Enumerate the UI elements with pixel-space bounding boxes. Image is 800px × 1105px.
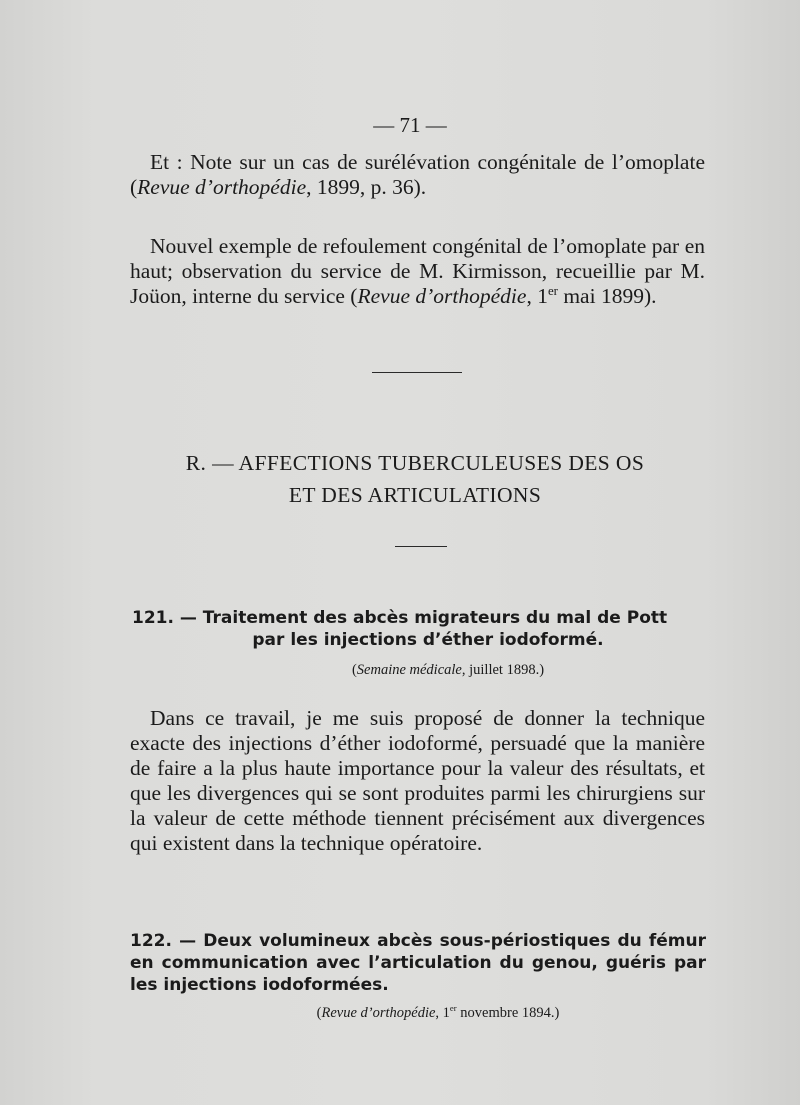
- text: Nouvel exemple de refoulement congénital de l’omoplate par en haut; observation du service de M. Kirmisson, recueillie par M. Joüon, interne du service (: [130, 234, 705, 308]
- divider: [395, 546, 447, 547]
- text: , 1899, p. 36).: [306, 175, 427, 199]
- entry-121-title-line2: par les injections d’éther iodoformé.: [252, 630, 604, 650]
- journal-name: Revue d’orthopédie: [137, 175, 307, 199]
- paragraph-nouvel-exemple: [130, 234, 705, 309]
- text: , 1: [435, 1005, 450, 1021]
- journal-name: Semaine médicale: [356, 662, 462, 678]
- superscript: er: [547, 283, 558, 298]
- text: Et : Note sur un cas de surélévation congénitale de l’omoplate (: [130, 150, 705, 199]
- section-heading-line1: R. — AFFECTIONS TUBERCULEUSES DES OS: [185, 451, 645, 475]
- page-number: — 71 —: [373, 113, 447, 137]
- text: , juillet 1898.): [461, 662, 545, 678]
- section-heading-line2: ET DES ARTICULATIONS: [288, 483, 542, 507]
- paragraph-omoplate-note: [130, 150, 705, 200]
- superscript: er: [449, 1003, 457, 1014]
- entry-122-title: 122. — Deux volumineux abcès sous-périostiques du fémur en communication avec l’articulation du genou, guéris par les injections iodoformées.: [130, 931, 706, 995]
- entry-122-citation: [130, 1005, 726, 1022]
- entry-121-citation: [130, 662, 736, 679]
- text: mai 1899).: [557, 284, 657, 308]
- entry-121-title: [130, 607, 706, 651]
- text: (: [316, 1005, 322, 1021]
- text: , 1: [526, 284, 548, 308]
- entry-121-body: Dans ce travail, je me suis proposé de donner la technique exacte des injections d’éther iodoformé, persuadé que la manière de faire a la plus haute importance pour la valeur des résultats, et que les divergences qui se sont produites parmi les chirurgiens sur la valeur de cette méthode tiennent précisément aux divergences qui existent dans la technique opératoire.: [130, 706, 705, 855]
- text: novembre 1894.): [456, 1005, 560, 1021]
- journal-name: Revue d’orthopédie: [321, 1005, 436, 1021]
- entry-121-title-line1: 121. — Traitement des abcès migrateurs du mal de Pott: [132, 608, 668, 628]
- divider: [372, 372, 462, 373]
- journal-name: Revue d’orthopédie: [357, 284, 527, 308]
- text: (: [351, 662, 357, 678]
